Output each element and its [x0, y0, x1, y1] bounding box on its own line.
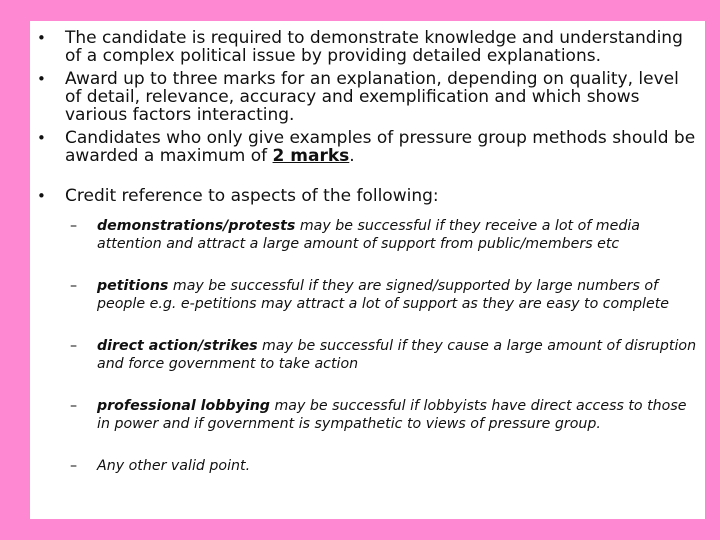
main-bullet-list	[30, 29, 700, 205]
credit-item	[30, 397, 700, 433]
bullet-item	[30, 70, 700, 124]
credit-text: may be successful if they cause a large amount of disruption and force government to take action	[97, 338, 697, 372]
credit-text: may be successful if they receive a lot of media attention and attract a large amount of support from public/members etc	[97, 218, 640, 252]
dash-marker: –	[70, 458, 78, 474]
credit-item	[30, 217, 700, 253]
bullet-text: Award up to three marks for an explanation, depending on quality, level of detail, relevance, accuracy and exemplification and which shows various factors interacting.	[65, 69, 679, 125]
credit-text: Any other valid point.	[97, 458, 251, 474]
credit-term: demonstrations/protests	[97, 218, 296, 234]
bullet-dot: •	[37, 29, 46, 47]
credit-term: direct action/strikes	[97, 338, 258, 354]
credit-item	[30, 337, 700, 373]
credit-item	[30, 277, 700, 313]
credit-sub-list	[30, 217, 700, 475]
dash-marker: –	[70, 338, 78, 354]
credit-text: may be successful if lobbyists have direct access to those in power and if government is sympathetic to views of pressure group.	[97, 398, 687, 432]
bullet-dot: •	[37, 129, 46, 147]
dash-marker: –	[70, 278, 78, 294]
bullet-text: Candidates who only give examples of pressure group methods should be awarded a maximum of	[65, 128, 696, 166]
bullet-item	[30, 129, 700, 165]
credit-text: may be successful if they are signed/supported by large numbers of people e.g. e-petitions may attract a lot of support as they are easy to complete	[97, 278, 670, 312]
credit-term: professional lobbying	[97, 398, 270, 414]
dash-marker: –	[70, 218, 78, 234]
bullet-dot: •	[37, 70, 46, 88]
dash-marker: –	[70, 398, 78, 414]
credit-label: Credit reference to aspects of the following:	[65, 186, 439, 206]
max-marks: 2 marks	[272, 146, 350, 166]
bullet-dot: •	[37, 187, 46, 205]
bullet-text: The candidate is required to demonstrate knowledge and understanding of a complex political issue by providing detailed explanations.	[65, 28, 683, 66]
credit-item	[30, 457, 700, 475]
bullet-item	[30, 29, 700, 65]
credit-term: petitions	[97, 278, 169, 294]
slide-panel	[30, 21, 705, 519]
credit-heading	[30, 187, 700, 205]
bullet-text-end: .	[349, 146, 355, 166]
